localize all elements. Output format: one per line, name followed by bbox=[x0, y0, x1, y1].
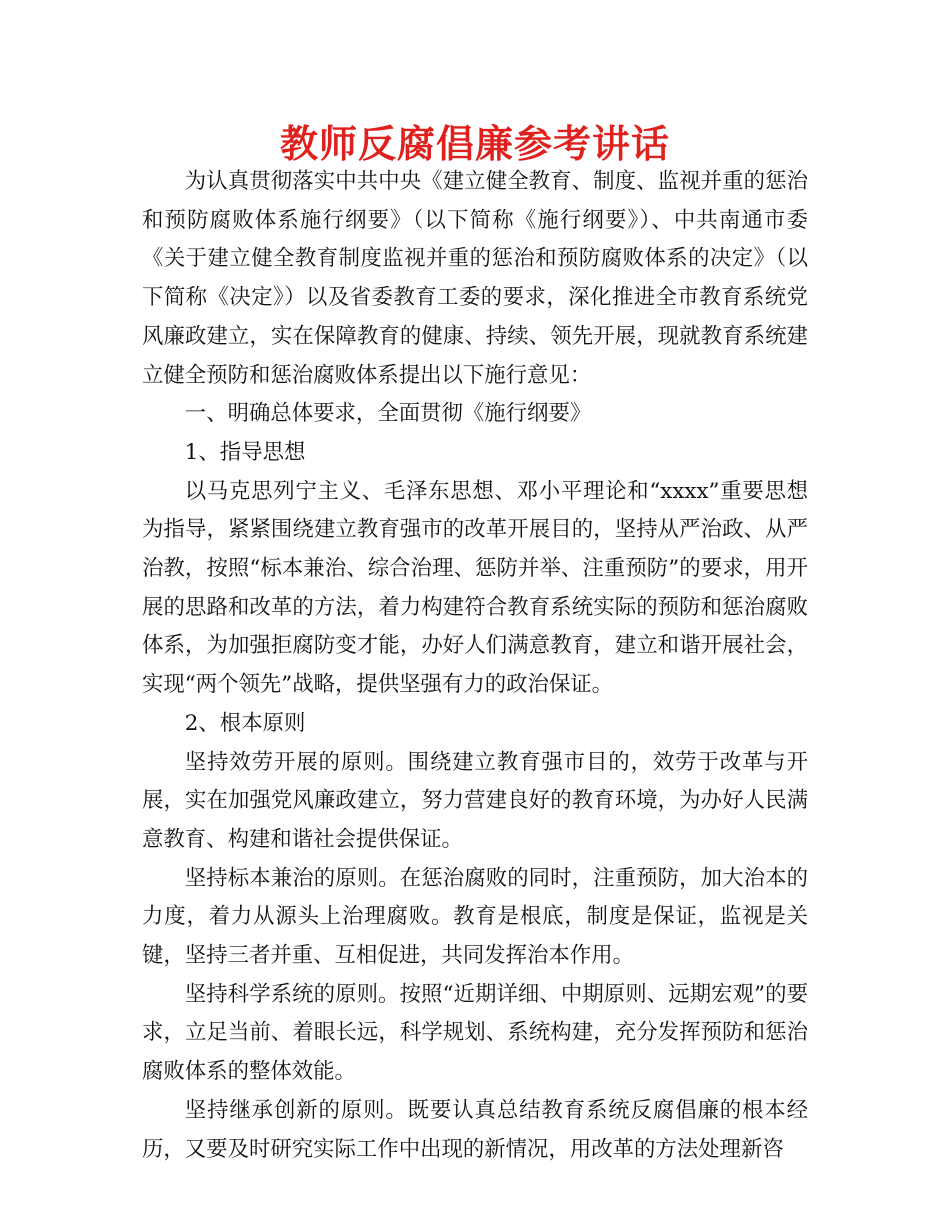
paragraph-guiding-ideology: 以马克思列宁主义、毛泽东思想、邓小平理论和“xxxx”重要思想为指导，紧紧围绕建立教育强市的改革开展目的，坚持从严治政、从严治教，按照“标本兼治、综合治理、惩防并举、注重预防”的要求，用开展的思路和改革的方法，着力构建符合教育系统实际的预防和惩治腐败体系，为加强拒腐防变才能，办好人们满意教育，建立和谐开展社会，实现“两个领先”战略，提供坚强有力的政治保证。 bbox=[142, 478, 808, 698]
document-body bbox=[142, 163, 808, 1169]
subheading-basic-principles: 2、根本原则 bbox=[184, 710, 306, 736]
section-heading-1: 一、明确总体要求，全面贯彻《施行纲要》 bbox=[184, 401, 592, 427]
paragraph-principle-service: 坚持效劳开展的原则。围绕建立教育强市目的，效劳于改革与开展，实在加强党风廉政建立，努力营建良好的教育环境，为办好人民满意教育、构建和谐社会提供保证。 bbox=[142, 749, 808, 852]
paragraph-intro: 为认真贯彻落实中共中央《建立健全教育、制度、监视并重的惩治和预防腐败体系施行纲要》（以下简称《施行纲要》）、中共南通市委《关于建立健全教育制度监视并重的惩治和预防腐败体系的决定》（以下简称《决定》）以及省委教育工委的要求，深化推进全市教育系统党风廉政建立，实在保障教育的健康、持续、领先开展，现就教育系统建立健全预防和惩治腐败体系提出以下施行意见： bbox=[142, 169, 808, 388]
paragraph-principle-innovation: 坚持继承创新的原则。既要认真总结教育系统反腐倡廉的根本经历，又要及时研究实际工作中出现的新情况，用改革的方法处理新咨 bbox=[142, 1097, 808, 1162]
paragraph-principle-root-cause: 坚持标本兼治的原则。在惩治腐败的同时，注重预防，加大治本的力度，着力从源头上治理腐败。教育是根底，制度是保证，监视是关键，坚持三者并重、互相促进，共同发挥治本作用。 bbox=[142, 865, 808, 969]
subheading-guiding-ideology: 1、指导思想 bbox=[184, 439, 306, 465]
paragraph-principle-scientific: 坚持科学系统的原则。按照“近期详细、中期原则、远期宏观”的要求，立足当前、着眼长远，科学规划、系统构建，充分发挥预防和惩治腐败体系的整体效能。 bbox=[142, 981, 808, 1085]
document-title: 教师反腐倡廉参考讲话 bbox=[279, 122, 670, 166]
